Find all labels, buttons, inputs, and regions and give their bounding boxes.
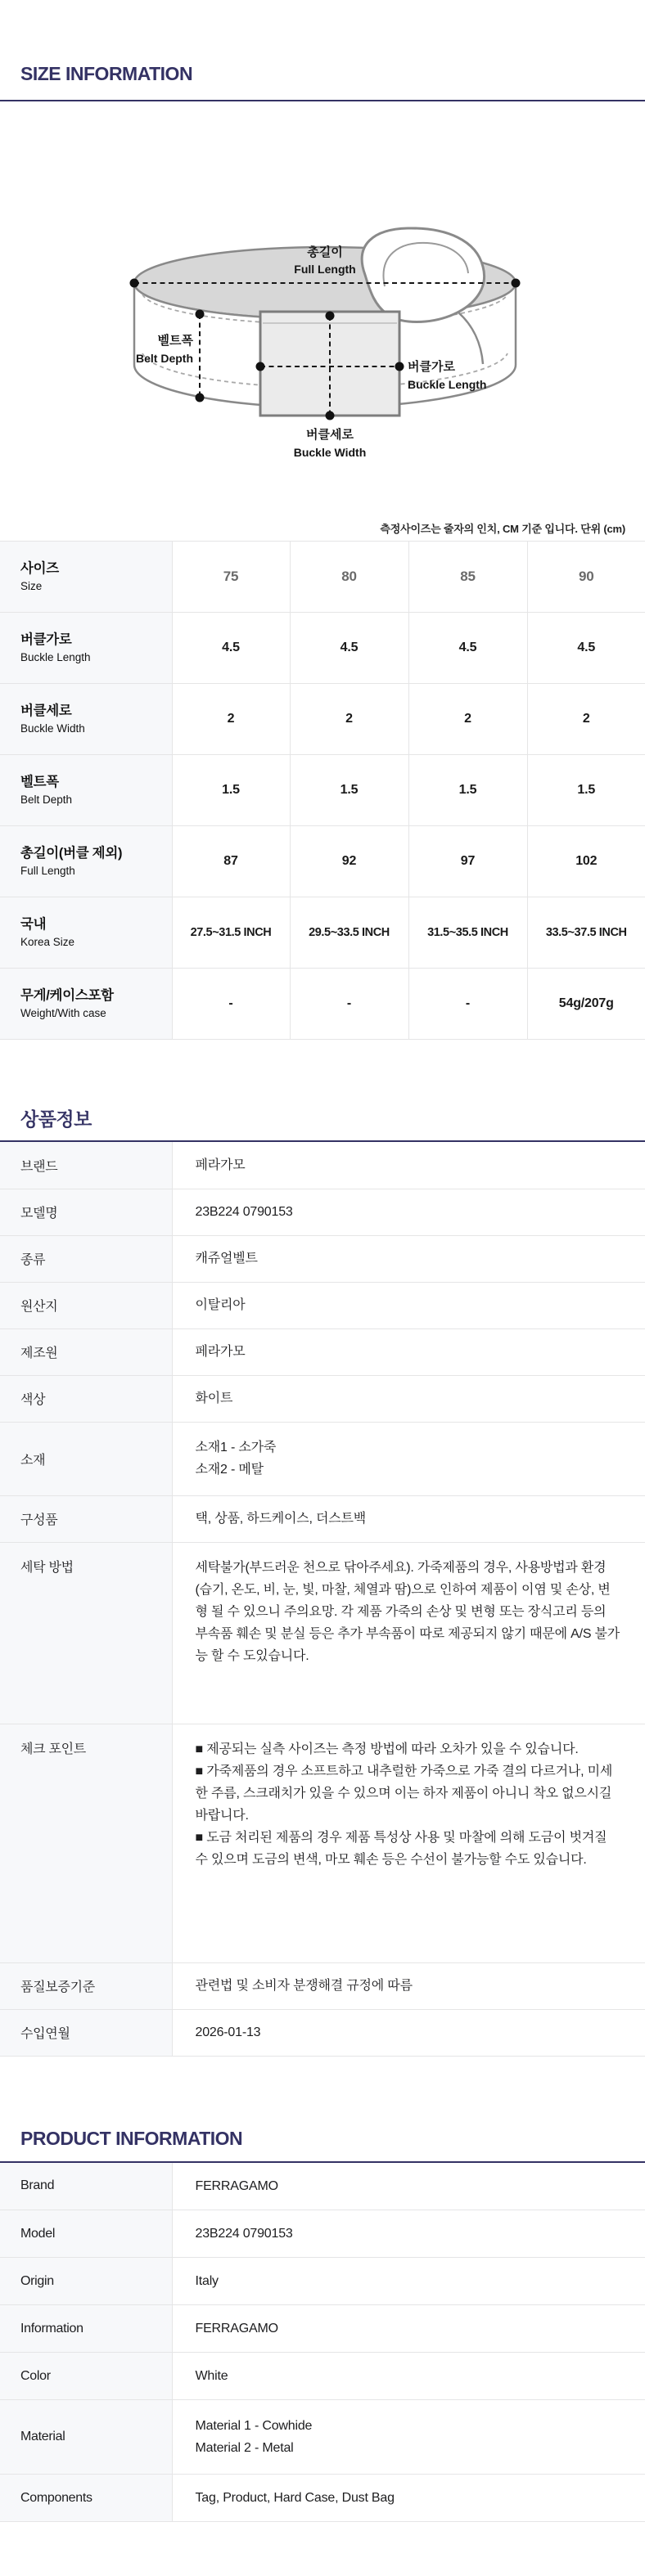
row-label-ko: 사이즈: [20, 561, 59, 576]
table-row: [0, 1422, 645, 1495]
cell-value: 80: [290, 542, 408, 613]
table-row: [0, 2400, 645, 2475]
row-label-en: Buckle Width: [20, 722, 85, 735]
row-value: FERRAGAMO: [195, 2178, 278, 2193]
row-label: 체크 포인트: [0, 1724, 172, 1962]
table-row: [0, 2353, 645, 2400]
row-label-en: Belt Depth: [20, 793, 73, 806]
row-label: [0, 542, 172, 613]
row-label: [0, 969, 172, 1040]
cell-value: 29.5~33.5 INCH: [290, 897, 408, 969]
table-row: [0, 2163, 645, 2210]
row-label-ko: 무게/케이스포함: [20, 988, 114, 1003]
cell-value: 4.5: [172, 613, 290, 684]
row-label-ko: 국내: [20, 917, 47, 932]
check-point-item: ■ 제공되는 실측 사이즈는 측정 방법에 따라 오차가 있을 수 있습니다.: [195, 1742, 579, 1756]
row-label: [0, 897, 172, 969]
row-label: 수입연월: [0, 2009, 172, 2056]
row-label: 종류: [0, 1235, 172, 1282]
table-row: [0, 2305, 645, 2353]
product-info-en-table: [0, 2163, 645, 2523]
table-row: [0, 2475, 645, 2522]
check-point-item: ■ 가죽제품의 경우 소프트하고 내추럴한 가죽으로 가죽 결의 다르거나, 미세한 주름, 스크래치가 있을 수 있으며 이는 하자 제품이 아니니 착오 없으시길 바랍니다.: [195, 1764, 613, 1823]
table-row: [0, 2258, 645, 2305]
cell-value: 1.5: [172, 755, 290, 826]
row-value: 캐쥬얼벨트: [172, 1235, 645, 1282]
table-row: [0, 1142, 645, 1189]
material-line: 소재2 - 메탈: [195, 1463, 264, 1477]
table-row: [0, 826, 645, 897]
cell-value: 31.5~35.5 INCH: [408, 897, 527, 969]
row-label: [0, 613, 172, 684]
row-label: [0, 684, 172, 755]
cell-value: 4.5: [290, 613, 408, 684]
row-label: [0, 826, 172, 897]
cell-value: -: [290, 969, 408, 1040]
buckle-length-label-en: Buckle Length: [408, 378, 487, 391]
row-label-ko: 버클세로: [20, 704, 72, 718]
row-label: 소재: [0, 1422, 172, 1495]
row-value: 페라가모: [172, 1328, 645, 1375]
table-row: [0, 1542, 645, 1724]
row-label-ko: 벨트폭: [20, 775, 59, 789]
row-label-en: Size: [20, 580, 43, 592]
row-value: Italy: [172, 2258, 645, 2305]
table-row: [0, 755, 645, 826]
cell-value: 85: [408, 542, 527, 613]
row-label: Brand: [0, 2163, 172, 2210]
measurement-note: 측정사이즈는 줄자의 인치, CM 기준 입니다. 단위 (cm): [380, 523, 625, 535]
cell-value: 2: [527, 684, 645, 755]
table-row: [0, 2210, 645, 2258]
cell-value: 1.5: [527, 755, 645, 826]
row-value: 화이트: [172, 1375, 645, 1422]
row-label: Model: [0, 2210, 172, 2258]
cell-value: 2: [408, 684, 527, 755]
row-label-ko: 버클가로: [20, 632, 72, 647]
row-value: 관련법 및 소비자 분쟁해결 규정에 따름: [172, 1962, 645, 2009]
table-row: [0, 1282, 645, 1328]
table-row: [0, 1235, 645, 1282]
row-label: Origin: [0, 2258, 172, 2305]
row-label: 색상: [0, 1375, 172, 1422]
table-row: [0, 684, 645, 755]
cell-value: 2: [172, 684, 290, 755]
table-row: [0, 1495, 645, 1542]
row-label: 브랜드: [0, 1142, 172, 1189]
cell-value: 4.5: [527, 613, 645, 684]
table-row: [0, 1962, 645, 2009]
table-row: [0, 1375, 645, 1422]
row-label: Information: [0, 2305, 172, 2353]
belt-illustration: [0, 101, 645, 541]
buckle-width-label-ko: 버클세로: [306, 428, 354, 442]
cell-value: 2: [290, 684, 408, 755]
table-row: [0, 542, 645, 613]
cell-value: 27.5~31.5 INCH: [172, 897, 290, 969]
table-row: [0, 2009, 645, 2056]
row-value: FERRAGAMO: [172, 2305, 645, 2353]
full-length-label-ko: 총길이: [307, 245, 343, 259]
row-label-en: Weight/With case: [20, 1007, 106, 1019]
row-label: 제조원: [0, 1328, 172, 1375]
row-value: 2026-01-13: [172, 2009, 645, 2056]
cell-value: 1.5: [290, 755, 408, 826]
row-label-en: Full Length: [20, 865, 75, 877]
cell-value: -: [408, 969, 527, 1040]
row-value: Tag, Product, Hard Case, Dust Bag: [172, 2475, 645, 2522]
material-line: Material 1 - Cowhide: [195, 2419, 313, 2433]
full-length-label-en: Full Length: [294, 263, 356, 276]
row-label: [0, 755, 172, 826]
check-point-item: ■ 도금 처리된 제품의 경우 제품 특성상 사용 및 마찰에 의해 도금이 벗겨질 수 있으며 도금의 변색, 마모 훼손 등은 수선이 불가능할 수도 있습니다.: [195, 1830, 607, 1867]
cell-value: 33.5~37.5 INCH: [527, 897, 645, 969]
cell-value: 4.5: [408, 613, 527, 684]
cell-value: 97: [408, 826, 527, 897]
row-value: 택, 상품, 하드케이스, 더스트백: [172, 1495, 645, 1542]
cell-value: 1.5: [408, 755, 527, 826]
row-label: 세탁 방법: [0, 1542, 172, 1724]
table-row: [0, 1189, 645, 1235]
row-label: Material: [0, 2400, 172, 2475]
cell-value: 90: [527, 542, 645, 613]
row-label: 구성품: [0, 1495, 172, 1542]
product-info-ko-table: [0, 1142, 645, 2057]
belt-depth-label-ko: 벨트폭: [157, 334, 193, 348]
row-label-en: Korea Size: [20, 936, 75, 948]
row-label-en: Buckle Length: [20, 651, 91, 663]
row-value: [172, 1422, 645, 1495]
table-row: [0, 1724, 645, 1962]
row-label: 모델명: [0, 1189, 172, 1235]
row-value: White: [172, 2353, 645, 2400]
cell-value: 87: [172, 826, 290, 897]
belt-diagram: [0, 101, 645, 541]
row-label: Color: [0, 2353, 172, 2400]
cell-value: 75: [172, 542, 290, 613]
row-label: Components: [0, 2475, 172, 2522]
cell-value: 54g/207g: [527, 969, 645, 1040]
cell-value: 102: [527, 826, 645, 897]
row-value: 23B224 0790153: [172, 1189, 645, 1235]
row-value: [172, 2400, 645, 2475]
material-line: Material 2 - Metal: [195, 2441, 294, 2455]
table-row: [0, 969, 645, 1040]
product-information-title: PRODUCT INFORMATION: [20, 2127, 243, 2149]
size-information-title: SIZE INFORMATION: [20, 63, 193, 84]
row-label-ko: 총길이(버클 제외): [20, 846, 123, 861]
cell-value: -: [172, 969, 290, 1040]
buckle-width-label-en: Buckle Width: [293, 446, 367, 459]
table-row: [0, 1328, 645, 1375]
product-info-ko-title: 상품정보: [20, 1108, 92, 1130]
row-value: [172, 1724, 645, 1962]
row-value: 23B224 0790153: [172, 2210, 645, 2258]
belt-depth-label-en: Belt Depth: [136, 352, 193, 365]
cell-value: 92: [290, 826, 408, 897]
size-table: [0, 541, 645, 1040]
row-value: 이탈리아: [172, 1282, 645, 1328]
buckle-length-label-ko: 버클가로: [408, 360, 455, 374]
row-value: 페라가모: [195, 1158, 246, 1172]
row-label: 품질보증기준: [0, 1962, 172, 2009]
row-label: 원산지: [0, 1282, 172, 1328]
material-line: 소재1 - 소가죽: [195, 1441, 277, 1454]
table-row: [0, 897, 645, 969]
table-row: [0, 613, 645, 684]
row-value: 세탁불가(부드러운 천으로 닦아주세요). 가죽제품의 경우, 사용방법과 환경(습기, 온도, 비, 눈, 빛, 마찰, 체열과 땀)으로 인하여 제품이 이염 및 손상, 변형 될 수 있으니 주의요망. 각 제품 가죽의 손상 및 변형 또는 장식고리 등의 부속품 훼손 및 분실 등은 추가 부속품이 따로 제공되지 않기 때문에 A/S 불가능 할 수 도있습니다.: [172, 1542, 645, 1724]
